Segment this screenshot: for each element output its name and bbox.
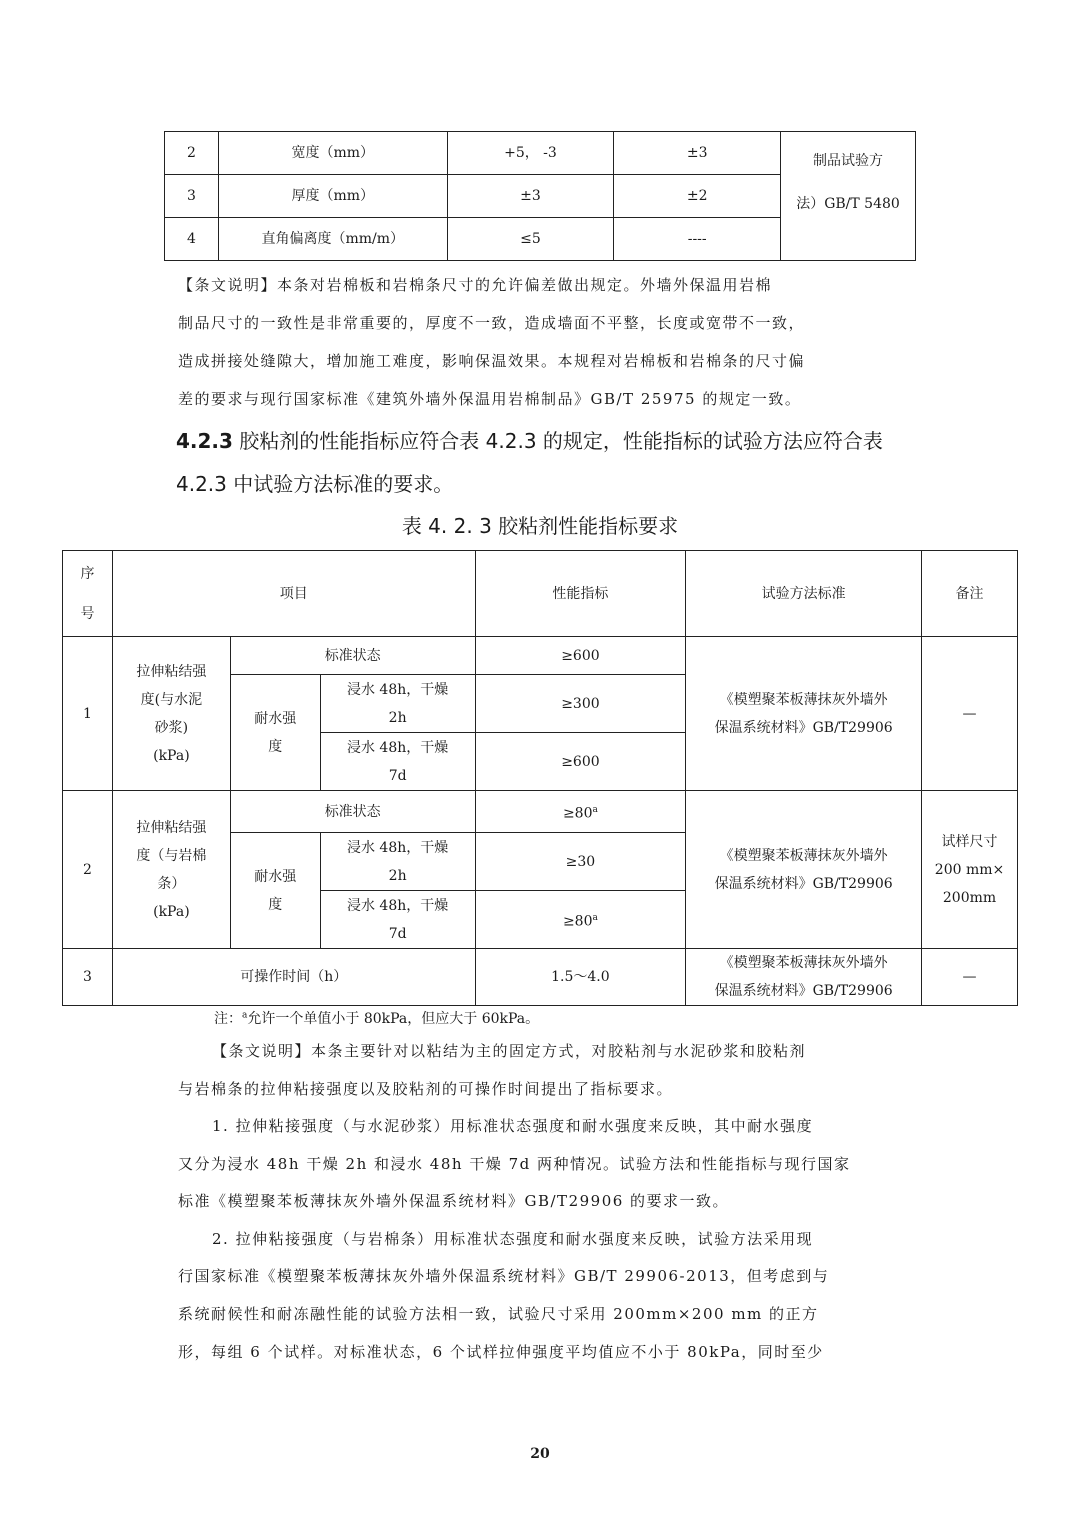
method-cell: 《模塑聚苯板薄抹灰外墙外 保温系统材料》GB/T29906 [686, 791, 922, 949]
table-row [63, 949, 1018, 1006]
water-resistance-label: 耐水强 度 [230, 675, 320, 791]
method-line: 制品试验方 [813, 153, 884, 169]
table-row [63, 637, 1018, 675]
item-label: 拉伸粘结强 度(与水泥 砂浆) (kPa) [112, 637, 230, 791]
explanation-line: 行国家标准《模塑聚苯板薄抹灰外墙外保温系统材料》GB/T 29906-2013，但考虑到与 [178, 1267, 830, 1285]
table-row [165, 132, 916, 175]
explanation-line: 制品尺寸的一致性是非常重要的，厚度不一致，造成墙面不平整，长度或宽带不一致， [178, 314, 806, 332]
row-number: 4 [165, 218, 219, 261]
explanation-line: 又分为浸水 48h 干燥 2h 和浸水 48h 干燥 7d 两种情况。试验方法和性能指标与现行国家 [178, 1155, 851, 1173]
index-value: ≥30 [475, 833, 686, 891]
index-value: $\ge 80^a$ [475, 791, 686, 833]
header-remark: 备注 [922, 551, 1018, 637]
size-tolerance-table [164, 131, 916, 261]
index-value: ≥600 [475, 637, 686, 675]
standard-state: 标准状态 [230, 637, 475, 675]
table-header-row [63, 551, 1018, 637]
header-method: 试验方法标准 [686, 551, 922, 637]
method-cell: 《模塑聚苯板薄抹灰外墙外 保温系统材料》GB/T29906 [686, 949, 922, 1006]
explanation-line: 与岩棉条的拉伸粘接强度以及胶粘剂的可操作时间提出了指标要求。 [178, 1080, 674, 1098]
value-cell: ±3 [614, 132, 781, 175]
condition-cell: 浸水 48h，干燥 2h [320, 675, 475, 733]
row-number: 3 [165, 175, 219, 218]
footnote-mark: a [592, 804, 598, 815]
condition-cell: 浸水 48h，干燥 7d [320, 733, 475, 791]
value-cell: ≤5 [447, 218, 614, 261]
footnote-mark: a [242, 1010, 248, 1021]
method-cell: 《模塑聚苯板薄抹灰外墙外 保温系统材料》GB/T29906 [686, 637, 922, 791]
row-number: 2 [63, 791, 113, 949]
explanation-line: 形，每组 6 个试样。对标准状态，6 个试样拉伸强度平均值应不小于 80kPa，同时至少 [178, 1343, 824, 1361]
table-footnote: 注：$^a$允许一个单值小于 80kPa，但应大于 60kPa。 [214, 1010, 540, 1027]
condition-cell: 浸水 48h，干燥 2h [320, 833, 475, 891]
explanation-line: 差的要求与现行国家标准《建筑外墙外保温用岩棉制品》GB/T 25975 的规定一致。 [178, 390, 802, 408]
clause-line: 4.2.3 中试验方法标准的要求。 [176, 472, 454, 496]
table-caption: 表 4. 2. 3 胶粘剂性能指标要求 [401, 514, 679, 538]
explanation-line: 【条文说明】本条对岩棉板和岩棉条尺寸的允许偏差做出规定。外墙外保温用岩棉 [178, 276, 773, 294]
item-cell: 厚度（mm） [218, 175, 447, 218]
header-index: 性能指标 [475, 551, 686, 637]
item-label: 拉伸粘结强 度（与岩棉 条） (kPa) [112, 791, 230, 949]
footnote-mark: a [592, 912, 598, 923]
method-cell [781, 132, 916, 261]
standard-state: 标准状态 [230, 791, 475, 833]
table-row [63, 791, 1018, 833]
value-cell: +5， -3 [447, 132, 614, 175]
index-value: $\ge 80^a$ [475, 891, 686, 949]
item-cell: 直角偏离度（mm/m） [218, 218, 447, 261]
value-cell: ±2 [614, 175, 781, 218]
index-value: 1.5～4.0 [475, 949, 686, 1006]
clause-text [176, 425, 883, 454]
value-cell: ---- [614, 218, 781, 261]
explanation-line: 标准《模塑聚苯板薄抹灰外墙外保温系统材料》GB/T29906 的要求一致。 [178, 1192, 730, 1210]
remark-cell: — [922, 637, 1018, 791]
water-resistance-label: 耐水强 度 [230, 833, 320, 949]
remark-cell: — [922, 949, 1018, 1006]
item-cell: 可操作时间（h） [112, 949, 475, 1006]
explanation-line: 系统耐候性和耐冻融性能的试验方法相一致，试验尺寸采用 200mm×200 mm 的正方 [178, 1305, 819, 1323]
adhesive-performance-table [62, 550, 1018, 1006]
remark-cell: 试样尺寸 200 mm× 200mm [922, 791, 1018, 949]
explanation-line: 1. 拉伸粘接强度（与水泥砂浆）用标准状态强度和耐水强度来反映，其中耐水强度 [212, 1117, 814, 1135]
header-serial: 序 号 [63, 551, 113, 637]
explanation-line: 【条文说明】本条主要针对以粘结为主的固定方式，对胶粘剂与水泥砂浆和胶粘剂 [212, 1042, 807, 1060]
clause-line: 胶粘剂的性能指标应符合表 4.2.3 的规定，性能指标的试验方法应符合表 [232, 429, 883, 453]
explanation-line: 2. 拉伸粘接强度（与岩棉条）用标准状态强度和耐水强度来反映，试验方法采用现 [212, 1230, 814, 1248]
condition-cell: 浸水 48h，干燥 7d [320, 891, 475, 949]
row-number: 1 [63, 637, 113, 791]
page-number: 20 [530, 1446, 550, 1462]
row-number: 2 [165, 132, 219, 175]
item-cell: 宽度（mm） [218, 132, 447, 175]
explanation-line: 造成拼接处缝隙大，增加施工难度，影响保温效果。本规程对岩棉板和岩棉条的尺寸偏 [178, 352, 806, 370]
index-value: ≥300 [475, 675, 686, 733]
clause-number: 4.2.3 [176, 429, 233, 453]
header-item: 项目 [112, 551, 475, 637]
index-value: ≥600 [475, 733, 686, 791]
value-cell: ±3 [447, 175, 614, 218]
row-number: 3 [63, 949, 113, 1006]
method-line: 法）GB/T 5480 [796, 196, 900, 212]
